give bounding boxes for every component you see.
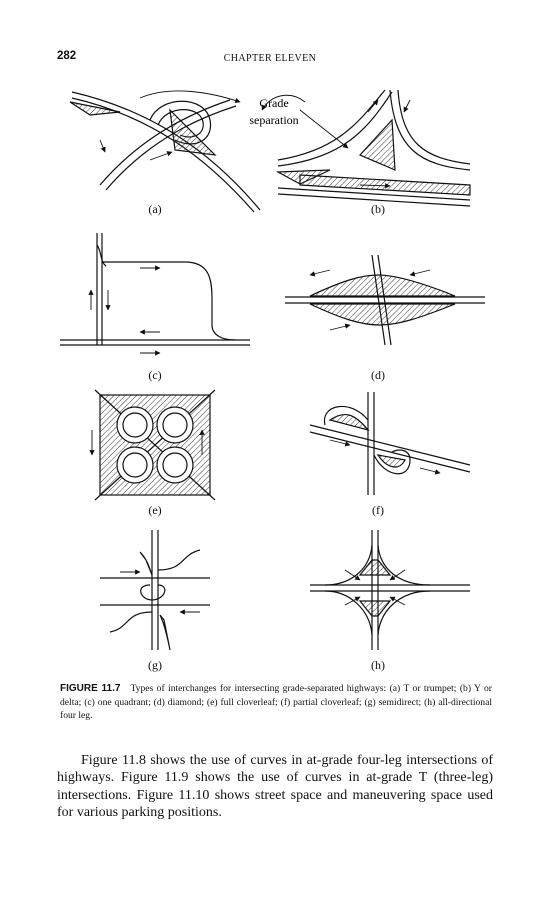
full-cloverleaf-diagram (92, 390, 215, 500)
panel-label-f: (f) (372, 503, 384, 517)
chapter-heading: CHAPTER ELEVEN (223, 53, 317, 64)
panel-label-g: (g) (148, 658, 162, 672)
partial-cloverleaf-diagram (310, 392, 470, 495)
annotation-separation: separation (249, 113, 299, 127)
annotation-grade: Grade (259, 96, 289, 110)
semidirect-interchange-diagram (100, 530, 210, 650)
panel-label-b: (b) (371, 202, 385, 216)
panel-label-a: (a) (148, 202, 162, 216)
panel-label-h: (h) (371, 658, 385, 672)
all-directional-interchange-diagram (310, 530, 470, 650)
one-quadrant-interchange-diagram (60, 233, 250, 353)
panel-label-c: (c) (148, 368, 162, 382)
panel-label-e: (e) (148, 503, 162, 517)
y-delta-interchange-diagram (262, 90, 470, 206)
trumpet-interchange-diagram (70, 91, 260, 212)
panel-label-d: (d) (371, 368, 385, 382)
figure-caption-id: FIGURE 11.7 (60, 683, 121, 694)
figure-caption-text: Types of interchanges for intersecting grade-separated highways: (a) T or trumpet; (b) Y or delta; (c) one quadrant; (d) diamond; (e) full cloverleaf; (f) partial cloverleaf; (g) semidirect; (h) all-directional four leg. (60, 683, 493, 721)
diamond-interchange-diagram (285, 255, 485, 345)
body-paragraph: Figure 11.8 shows the use of curves in at-grade four-leg intersections of highways. Figure 11.9 shows the use of curves in at-grade T (three-leg) intersections. Figure 11.10 shows street space and maneuvering space used for various parking positions. (57, 753, 493, 820)
figure-caption (60, 682, 492, 723)
page-number: 282 (57, 50, 77, 62)
